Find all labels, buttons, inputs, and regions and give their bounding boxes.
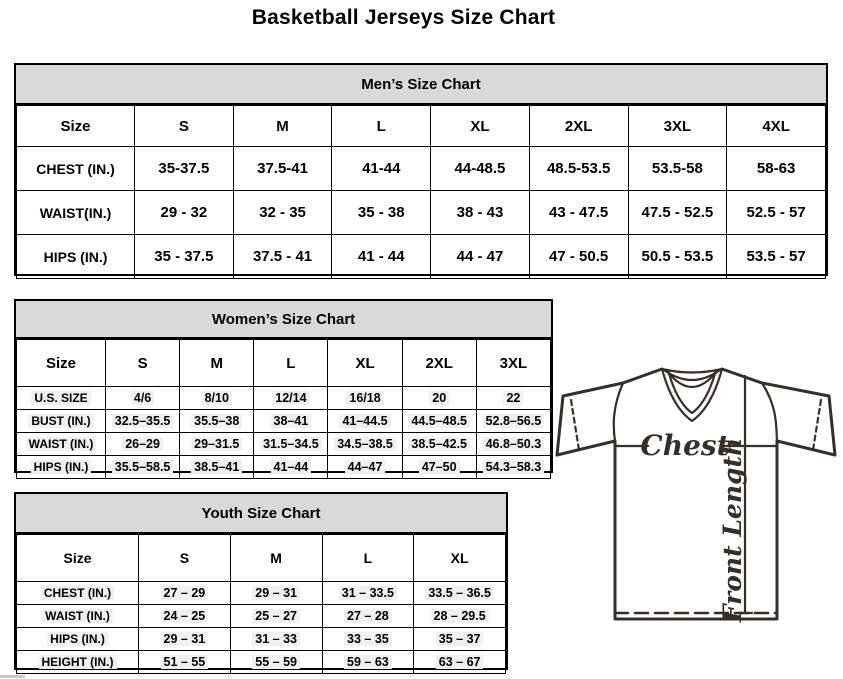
size-column-header-text: M xyxy=(276,117,289,135)
value-cell-text: 54.3–58.3 xyxy=(483,460,545,474)
value-cell-text: 44–47 xyxy=(345,460,386,474)
size-header-cell xyxy=(17,106,135,147)
value-cell-text: 47.5 - 52.5 xyxy=(641,204,714,221)
size-column-header-text: 3XL xyxy=(663,117,692,135)
value-cell-text: 52.5 - 57 xyxy=(746,204,806,221)
value-cell-text: 20 xyxy=(429,391,449,405)
size-column-header-text: XL xyxy=(470,117,490,135)
size-header-cell xyxy=(17,535,139,582)
womens-size-chart xyxy=(14,299,553,473)
value-cell-text: 24 – 25 xyxy=(161,609,209,623)
size-column-header-text: S xyxy=(137,354,148,372)
row-label-cell-text: HEIGHT (IN.) xyxy=(39,655,117,669)
measurement-row xyxy=(17,605,506,628)
value-cell xyxy=(106,387,180,410)
value-cell xyxy=(476,433,550,456)
value-cell-text: 59 – 63 xyxy=(344,655,392,669)
value-cell xyxy=(135,147,234,191)
size-header-row xyxy=(17,535,506,582)
row-label-cell xyxy=(17,456,106,479)
value-cell-text: 41–44 xyxy=(271,460,312,474)
value-cell-text: 43 - 47.5 xyxy=(549,204,609,221)
measurement-row xyxy=(17,147,826,191)
value-cell xyxy=(233,147,332,191)
value-cell xyxy=(628,235,727,279)
value-cell xyxy=(322,605,414,628)
value-cell xyxy=(727,191,826,235)
value-cell-text: 29 - 32 xyxy=(160,204,208,221)
row-label-cell xyxy=(17,235,135,279)
value-cell-text: 46.8–50.3 xyxy=(483,437,545,451)
value-cell-text: 31 – 33.5 xyxy=(339,586,397,600)
value-cell xyxy=(139,628,231,651)
value-cell-text: 29 – 31 xyxy=(252,586,300,600)
size-column-header xyxy=(106,340,180,387)
value-cell xyxy=(230,628,322,651)
value-cell xyxy=(529,147,628,191)
value-cell xyxy=(476,387,550,410)
size-column-header xyxy=(402,340,476,387)
size-column-header-text: L xyxy=(363,550,373,566)
value-cell-text: 44 - 47 xyxy=(456,248,504,265)
chest-label: Chest xyxy=(640,429,730,462)
value-cell-text: 34.5–38.5 xyxy=(334,437,396,451)
size-column-header-text: 4XL xyxy=(762,117,790,135)
value-cell-text: 16/18 xyxy=(346,391,383,405)
row-label-cell-text: U.S. SIZE xyxy=(31,391,90,405)
value-cell xyxy=(431,147,530,191)
size-column-header xyxy=(529,106,628,147)
value-cell xyxy=(414,605,506,628)
value-cell-text: 35.5–58.5 xyxy=(112,460,174,474)
value-cell-text: 50.5 - 53.5 xyxy=(641,248,714,265)
row-label-cell-text: HIPS (IN.) xyxy=(43,248,108,265)
value-cell-text: 35 – 37 xyxy=(436,632,484,646)
value-cell xyxy=(431,191,530,235)
value-cell-text: 37.5 - 41 xyxy=(252,248,313,265)
mens-size-chart xyxy=(14,63,828,276)
value-cell xyxy=(328,456,402,479)
size-column-header-text: 2XL xyxy=(425,354,453,372)
size-column-header xyxy=(230,535,322,582)
size-column-header xyxy=(180,340,254,387)
value-cell xyxy=(402,456,476,479)
value-cell xyxy=(328,433,402,456)
jersey-right-armhole-seam xyxy=(762,383,777,441)
size-column-header-text: S xyxy=(178,117,189,135)
page-title: Basketball Jerseys Size Chart xyxy=(251,6,556,29)
row-label-cell xyxy=(17,387,106,410)
value-cell xyxy=(180,433,254,456)
value-cell-text: 38.5–42.5 xyxy=(408,437,470,451)
size-column-header-text: S xyxy=(179,550,190,566)
size-column-header-text: L xyxy=(376,117,386,135)
size-column-header-text: 3XL xyxy=(499,354,528,372)
value-cell-text: 55 – 59 xyxy=(252,655,300,669)
value-cell xyxy=(254,456,328,479)
value-cell xyxy=(402,387,476,410)
jersey-body-outline xyxy=(615,441,777,619)
value-cell xyxy=(106,433,180,456)
value-cell-text: 41-44 xyxy=(362,160,401,177)
value-cell-text: 29–31.5 xyxy=(191,437,242,451)
value-cell-text: 51 – 55 xyxy=(161,655,209,669)
value-cell xyxy=(254,387,328,410)
value-cell xyxy=(233,191,332,235)
jersey-collar-top-line xyxy=(662,369,722,373)
value-cell-text: 58-63 xyxy=(756,160,796,177)
value-cell-text: 26–29 xyxy=(122,437,163,451)
jersey-left-armhole-seam xyxy=(614,383,623,441)
value-cell xyxy=(106,456,180,479)
measurement-row xyxy=(17,410,551,433)
value-cell xyxy=(476,456,550,479)
value-cell xyxy=(402,433,476,456)
value-cell-text: 38.5–41 xyxy=(191,460,242,474)
value-cell xyxy=(322,651,414,674)
value-cell-text: 27 – 29 xyxy=(161,586,209,600)
value-cell xyxy=(139,651,231,674)
value-cell-text: 28 – 29.5 xyxy=(431,609,489,623)
value-cell xyxy=(139,605,231,628)
value-cell-text: 35 - 38 xyxy=(357,204,405,221)
value-cell-text: 63 – 67 xyxy=(436,655,484,669)
value-cell-text: 33.5 – 36.5 xyxy=(425,586,494,600)
value-cell xyxy=(628,191,727,235)
value-cell xyxy=(135,235,234,279)
value-cell xyxy=(727,235,826,279)
size-column-header-text: XL xyxy=(355,354,375,372)
value-cell xyxy=(529,191,628,235)
measurement-row xyxy=(17,628,506,651)
value-cell-text: 27 – 28 xyxy=(344,609,392,623)
value-cell-text: 37.5-41 xyxy=(257,160,308,177)
value-cell xyxy=(628,147,727,191)
value-cell-text: 25 – 27 xyxy=(252,609,300,623)
measurement-row xyxy=(17,191,826,235)
value-cell-text: 47 - 50.5 xyxy=(549,248,609,265)
row-label-cell-text: WAIST (IN.) xyxy=(26,437,97,451)
value-cell xyxy=(431,235,530,279)
measurement-row xyxy=(17,235,826,279)
value-cell-text: 33 – 35 xyxy=(344,632,392,646)
value-cell xyxy=(476,410,550,433)
row-label-cell xyxy=(17,651,139,674)
value-cell-text: 38 - 43 xyxy=(456,204,504,221)
value-cell-text: 35-37.5 xyxy=(158,160,210,177)
row-label-cell-text: CHEST (IN.) xyxy=(36,160,115,177)
value-cell xyxy=(328,387,402,410)
measurement-row xyxy=(17,387,551,410)
value-cell xyxy=(230,582,322,605)
youth-table xyxy=(16,534,506,674)
measurement-row xyxy=(17,456,551,479)
value-cell xyxy=(322,582,414,605)
value-cell-text: 35.5–38 xyxy=(191,414,242,428)
womens-table xyxy=(16,339,551,479)
measurement-row xyxy=(17,433,551,456)
value-cell xyxy=(254,433,328,456)
row-label-cell xyxy=(17,628,139,651)
size-column-header-text: 2XL xyxy=(564,117,593,135)
row-label-cell xyxy=(17,582,139,605)
size-column-header-text: M xyxy=(210,354,223,372)
value-cell-text: 29 – 31 xyxy=(161,632,209,646)
value-cell-text: 8/10 xyxy=(202,391,232,405)
size-header-row xyxy=(17,106,826,147)
mens-table xyxy=(16,105,826,279)
value-cell-text: 41 - 44 xyxy=(357,248,405,265)
gray-bar-artifact xyxy=(0,675,25,678)
value-cell xyxy=(332,191,431,235)
youth-chart-title: Youth Size Chart xyxy=(16,494,506,534)
size-header-row xyxy=(17,340,551,387)
size-column-header-text: L xyxy=(286,354,296,372)
value-cell xyxy=(332,235,431,279)
value-cell-text: 35 - 37.5 xyxy=(154,248,214,265)
value-cell-text: 52.8–56.5 xyxy=(483,414,545,428)
value-cell xyxy=(139,582,231,605)
mens-chart-title: Men’s Size Chart xyxy=(16,65,826,105)
size-column-header-text: XL xyxy=(450,550,469,566)
front-length-label: Front Length xyxy=(718,437,747,623)
size-header-cell-text: Size xyxy=(45,354,76,372)
value-cell xyxy=(414,651,506,674)
size-column-header xyxy=(233,106,332,147)
row-label-cell xyxy=(17,147,135,191)
size-column-header xyxy=(139,535,231,582)
value-cell xyxy=(233,235,332,279)
value-cell-text: 31 – 33 xyxy=(252,632,300,646)
value-cell-text: 32 - 35 xyxy=(259,204,306,221)
row-label-cell xyxy=(17,605,139,628)
value-cell-text: 12/14 xyxy=(272,391,309,405)
value-cell-text: 47–50 xyxy=(419,460,460,474)
value-cell xyxy=(106,410,180,433)
value-cell xyxy=(414,582,506,605)
value-cell xyxy=(254,410,328,433)
value-cell xyxy=(322,628,414,651)
value-cell-text: 32.5–35.5 xyxy=(112,414,174,428)
measurement-row xyxy=(17,651,506,674)
row-label-cell-text: HIPS (IN.) xyxy=(31,460,92,474)
value-cell-text: 44.5–48.5 xyxy=(408,414,470,428)
size-column-header xyxy=(322,535,414,582)
value-cell-text: 22 xyxy=(503,391,523,405)
value-cell-text: 38–41 xyxy=(271,414,312,428)
value-cell-text: 31.5–34.5 xyxy=(260,437,322,451)
size-column-header xyxy=(431,106,530,147)
row-label-cell xyxy=(17,191,135,235)
value-cell xyxy=(414,628,506,651)
value-cell-text: 41–44.5 xyxy=(339,414,390,428)
size-column-header xyxy=(332,106,431,147)
value-cell-text: 48.5-53.5 xyxy=(546,160,611,177)
value-cell xyxy=(180,387,254,410)
size-column-header xyxy=(727,106,826,147)
value-cell xyxy=(402,410,476,433)
size-column-header-text: M xyxy=(270,550,282,566)
row-label-cell xyxy=(17,410,106,433)
size-header-cell-text: Size xyxy=(63,550,92,566)
measurement-row xyxy=(17,582,506,605)
value-cell xyxy=(529,235,628,279)
size-column-header xyxy=(628,106,727,147)
value-cell-text: 53.5-58 xyxy=(651,160,703,177)
row-label-cell-text: WAIST (IN.) xyxy=(42,609,113,623)
value-cell xyxy=(230,651,322,674)
row-label-cell-text: BUST (IN.) xyxy=(28,414,93,428)
youth-size-chart xyxy=(14,492,508,670)
size-column-header xyxy=(414,535,506,582)
row-label-cell-text: HIPS (IN.) xyxy=(47,632,108,646)
value-cell xyxy=(180,410,254,433)
value-cell-text: 4/6 xyxy=(131,391,154,405)
value-cell xyxy=(135,191,234,235)
value-cell xyxy=(180,456,254,479)
size-column-header xyxy=(254,340,328,387)
value-cell xyxy=(230,605,322,628)
value-cell-text: 53.5 - 57 xyxy=(746,248,806,265)
size-column-header xyxy=(476,340,550,387)
size-column-header xyxy=(135,106,234,147)
row-label-cell-text: WAIST(IN.) xyxy=(39,204,112,221)
womens-chart-title: Women’s Size Chart xyxy=(16,301,551,339)
row-label-cell xyxy=(17,433,106,456)
size-header-cell-text: Size xyxy=(60,117,91,135)
value-cell-text: 44-48.5 xyxy=(454,160,506,177)
jersey-right-cuff-dashes xyxy=(813,400,821,450)
row-label-cell-text: CHEST (IN.) xyxy=(41,586,114,600)
size-header-cell xyxy=(17,340,106,387)
jersey-left-cuff-dashes xyxy=(571,400,579,450)
value-cell xyxy=(727,147,826,191)
size-column-header xyxy=(328,340,402,387)
jersey-measurement-diagram xyxy=(555,363,843,636)
value-cell xyxy=(328,410,402,433)
value-cell xyxy=(332,147,431,191)
